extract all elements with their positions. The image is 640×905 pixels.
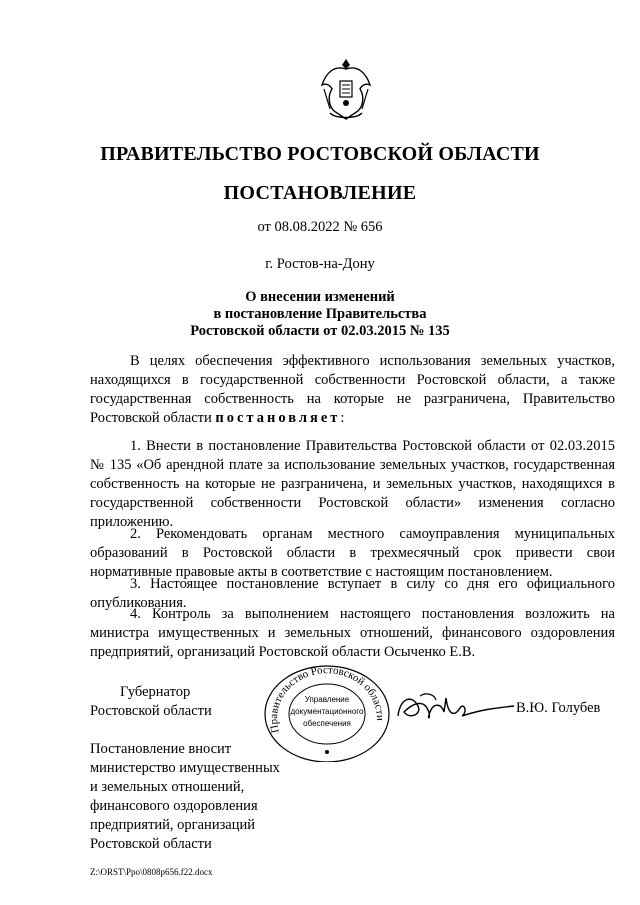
stamp-inner-3: обеспечения xyxy=(303,719,351,728)
item-4: 4. Контроль за выполнением настоящего постановления возложить на министра имущественных и земельных отношений, финансового оздоровления предприятий, организаций Ростовской области Осыченко Е.В. xyxy=(90,606,615,660)
signatory-position xyxy=(90,683,212,721)
intro-text: В целях обеспечения эффективного использования земельных участков, находящихся в государственной собственности Ростовской области, а также государственная собственность на которые не разграничена, Правительство Ростовской области xyxy=(90,353,615,426)
note-line-5: предприятий, организаций xyxy=(90,817,256,833)
handwritten-signature xyxy=(390,688,520,728)
doc-type-title: ПОСТАНОВЛЕНИЕ xyxy=(223,182,417,204)
note-line-3: и земельных отношений, xyxy=(90,779,245,795)
note-line-1: Постановление вносит xyxy=(90,741,232,757)
subject-line-1: О внесении изменений xyxy=(245,289,395,305)
signatory-name: В.Ю. Голубев xyxy=(516,700,601,716)
date-number: от 08.08.2022 № 656 xyxy=(257,219,383,235)
item-3: 3. Настоящее постановление вступает в силу со дня его официального опубликования. xyxy=(90,576,615,611)
subject-line-3: Ростовской области от 02.03.2015 № 135 xyxy=(190,323,450,339)
decree-word: постановляет xyxy=(215,410,341,426)
position-line-2: Ростовской области xyxy=(90,703,212,719)
intro-end: : xyxy=(340,410,345,426)
subject-line-2: в постановление Правительства xyxy=(213,306,427,322)
subject xyxy=(0,289,640,340)
position-line-1: Губернатор xyxy=(120,684,191,700)
item-2: 2. Рекомендовать органам местного самоуправления муниципальных образований в Ростовской области в трехмесячный срок привести свои нормативные правовые акты в соответствие с настоящим постановлением. xyxy=(90,526,615,580)
stamp-inner-2: документационного xyxy=(290,707,364,716)
note-line-6: Ростовской области xyxy=(90,836,212,852)
submitter-note xyxy=(90,740,280,854)
stamp-inner-1: Управление xyxy=(304,695,350,704)
file-path: Z:\ORST\Ppo\0808p656.f22.docx xyxy=(90,867,213,877)
item-1: 1. Внести в постановление Правительства Ростовской области от 02.03.2015 № 135 «Об арендной плате за использование земельных участков, государственная собственность на которые не разграничена, и земельных участков, находящихся в государственной собственности Ростовской области» изменения согласно приложению. xyxy=(90,438,615,530)
city: г. Ростов-на-Дону xyxy=(265,256,375,272)
note-line-2: министерство имущественных xyxy=(90,760,280,776)
org-title: ПРАВИТЕЛЬСТВО РОСТОВСКОЙ ОБЛАСТИ xyxy=(100,143,540,165)
intro-paragraph xyxy=(90,352,615,428)
stamp-outer-text: Правительство Ростовской области xyxy=(267,664,387,735)
note-line-4: финансового оздоровления xyxy=(90,798,258,814)
coat-of-arms-icon xyxy=(316,55,376,125)
